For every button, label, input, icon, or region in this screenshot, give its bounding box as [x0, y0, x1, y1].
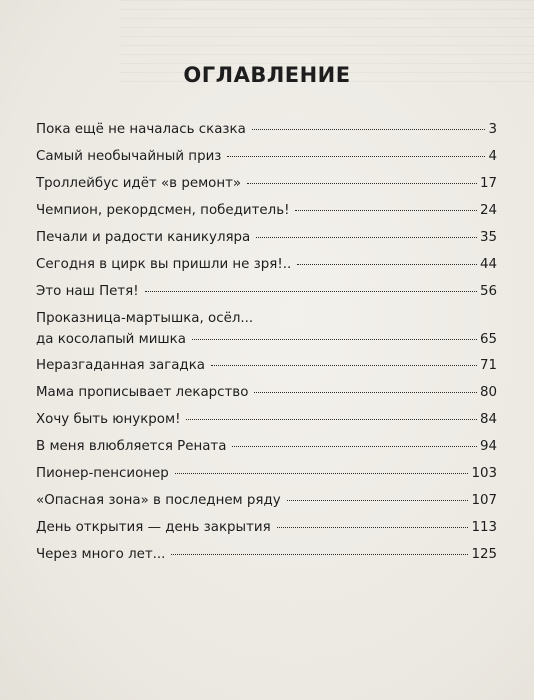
- toc-entry: [36, 227, 497, 248]
- table-of-contents: [36, 119, 497, 571]
- toc-entry-line: [36, 254, 497, 275]
- toc-entry: [36, 517, 497, 538]
- chapter-title: Печали и радости каникуляра: [36, 230, 251, 245]
- toc-entry: [36, 382, 497, 403]
- chapter-title: Чемпион, рекордсмен, победитель!: [36, 203, 290, 218]
- dot-leader: [175, 473, 469, 474]
- toc-entry-line: [36, 308, 497, 329]
- chapter-title: да косолапый мишка: [36, 332, 186, 347]
- toc-entry: [36, 463, 497, 484]
- toc-entry-line: [36, 329, 497, 350]
- chapter-title: Через много лет...: [36, 547, 166, 562]
- toc-entry-line: [36, 200, 497, 221]
- toc-entry-line: [36, 517, 497, 538]
- toc-entry-line: [36, 409, 497, 430]
- chapter-title: Пионер-пенсионер: [36, 466, 169, 481]
- toc-entry-line: [36, 227, 497, 248]
- toc-entry: [36, 490, 497, 511]
- dot-leader: [171, 554, 468, 555]
- chapter-title: Мама прописывает лекарство: [36, 385, 249, 400]
- toc-entry: [36, 146, 497, 167]
- page-number: 125: [471, 547, 497, 562]
- toc-entry-line: [36, 355, 497, 376]
- toc-entry-line: [36, 146, 497, 167]
- toc-entry: [36, 409, 497, 430]
- chapter-title: Пока ещё не началась сказка: [36, 122, 246, 137]
- page-title: ОГЛАВЛЕНИЕ: [183, 63, 351, 87]
- toc-entry: [36, 173, 497, 194]
- toc-entry-line: [36, 382, 497, 403]
- chapter-title: «Опасная зона» в последнем ряду: [36, 493, 281, 508]
- chapter-title: Проказница-мартышка, осёл...: [36, 311, 254, 326]
- toc-entry-line: [36, 544, 497, 565]
- page-number: 4: [488, 149, 497, 164]
- dot-leader: [247, 183, 477, 184]
- chapter-title: Самый необычайный приз: [36, 149, 222, 164]
- dot-leader: [256, 237, 477, 238]
- page-number: 107: [471, 493, 497, 508]
- chapter-title: Сегодня в цирк вы пришли не зря!..: [36, 257, 292, 272]
- dot-leader: [232, 446, 477, 447]
- toc-entry: [36, 355, 497, 376]
- page-number: 94: [479, 439, 497, 454]
- toc-entry-line: [36, 119, 497, 140]
- chapter-title: День открытия — день закрытия: [36, 520, 271, 535]
- toc-entry-line: [36, 490, 497, 511]
- toc-entry: [36, 308, 497, 350]
- toc-entry: [36, 200, 497, 221]
- toc-entry: [36, 254, 497, 275]
- dot-leader: [277, 527, 469, 528]
- page-number: 84: [479, 412, 497, 427]
- dot-leader: [145, 291, 477, 292]
- dot-leader: [211, 365, 477, 366]
- page-number: 17: [479, 176, 497, 191]
- page-number: 56: [479, 284, 497, 299]
- page-number: 80: [479, 385, 497, 400]
- dot-leader: [186, 419, 477, 420]
- chapter-title: Неразгаданная загадка: [36, 358, 205, 373]
- chapter-title: В меня влюбляется Рената: [36, 439, 227, 454]
- page-number: 44: [479, 257, 497, 272]
- page-number: 71: [479, 358, 497, 373]
- toc-entry-line: [36, 463, 497, 484]
- toc-entry: [36, 436, 497, 457]
- chapter-title: Троллейбус идёт «в ремонт»: [36, 176, 242, 191]
- toc-entry: [36, 281, 497, 302]
- page-number: 24: [479, 203, 497, 218]
- dot-leader: [295, 210, 477, 211]
- toc-entry-line: [36, 173, 497, 194]
- toc-entry-line: [36, 281, 497, 302]
- chapter-title: Хочу быть юнукром!: [36, 412, 181, 427]
- dot-leader: [254, 392, 477, 393]
- toc-entry: [36, 544, 497, 565]
- dot-leader: [192, 339, 477, 340]
- page-number: 3: [488, 122, 497, 137]
- page-number: 103: [471, 466, 497, 481]
- dot-leader: [252, 129, 486, 130]
- page-number: 65: [479, 332, 497, 347]
- toc-entry-line: [36, 436, 497, 457]
- toc-entry: [36, 119, 497, 140]
- dot-leader: [287, 500, 469, 501]
- dot-leader: [227, 156, 485, 157]
- page-number: 35: [479, 230, 497, 245]
- page-number: 113: [471, 520, 497, 535]
- chapter-title: Это наш Петя!: [36, 284, 139, 299]
- dot-leader: [297, 264, 477, 265]
